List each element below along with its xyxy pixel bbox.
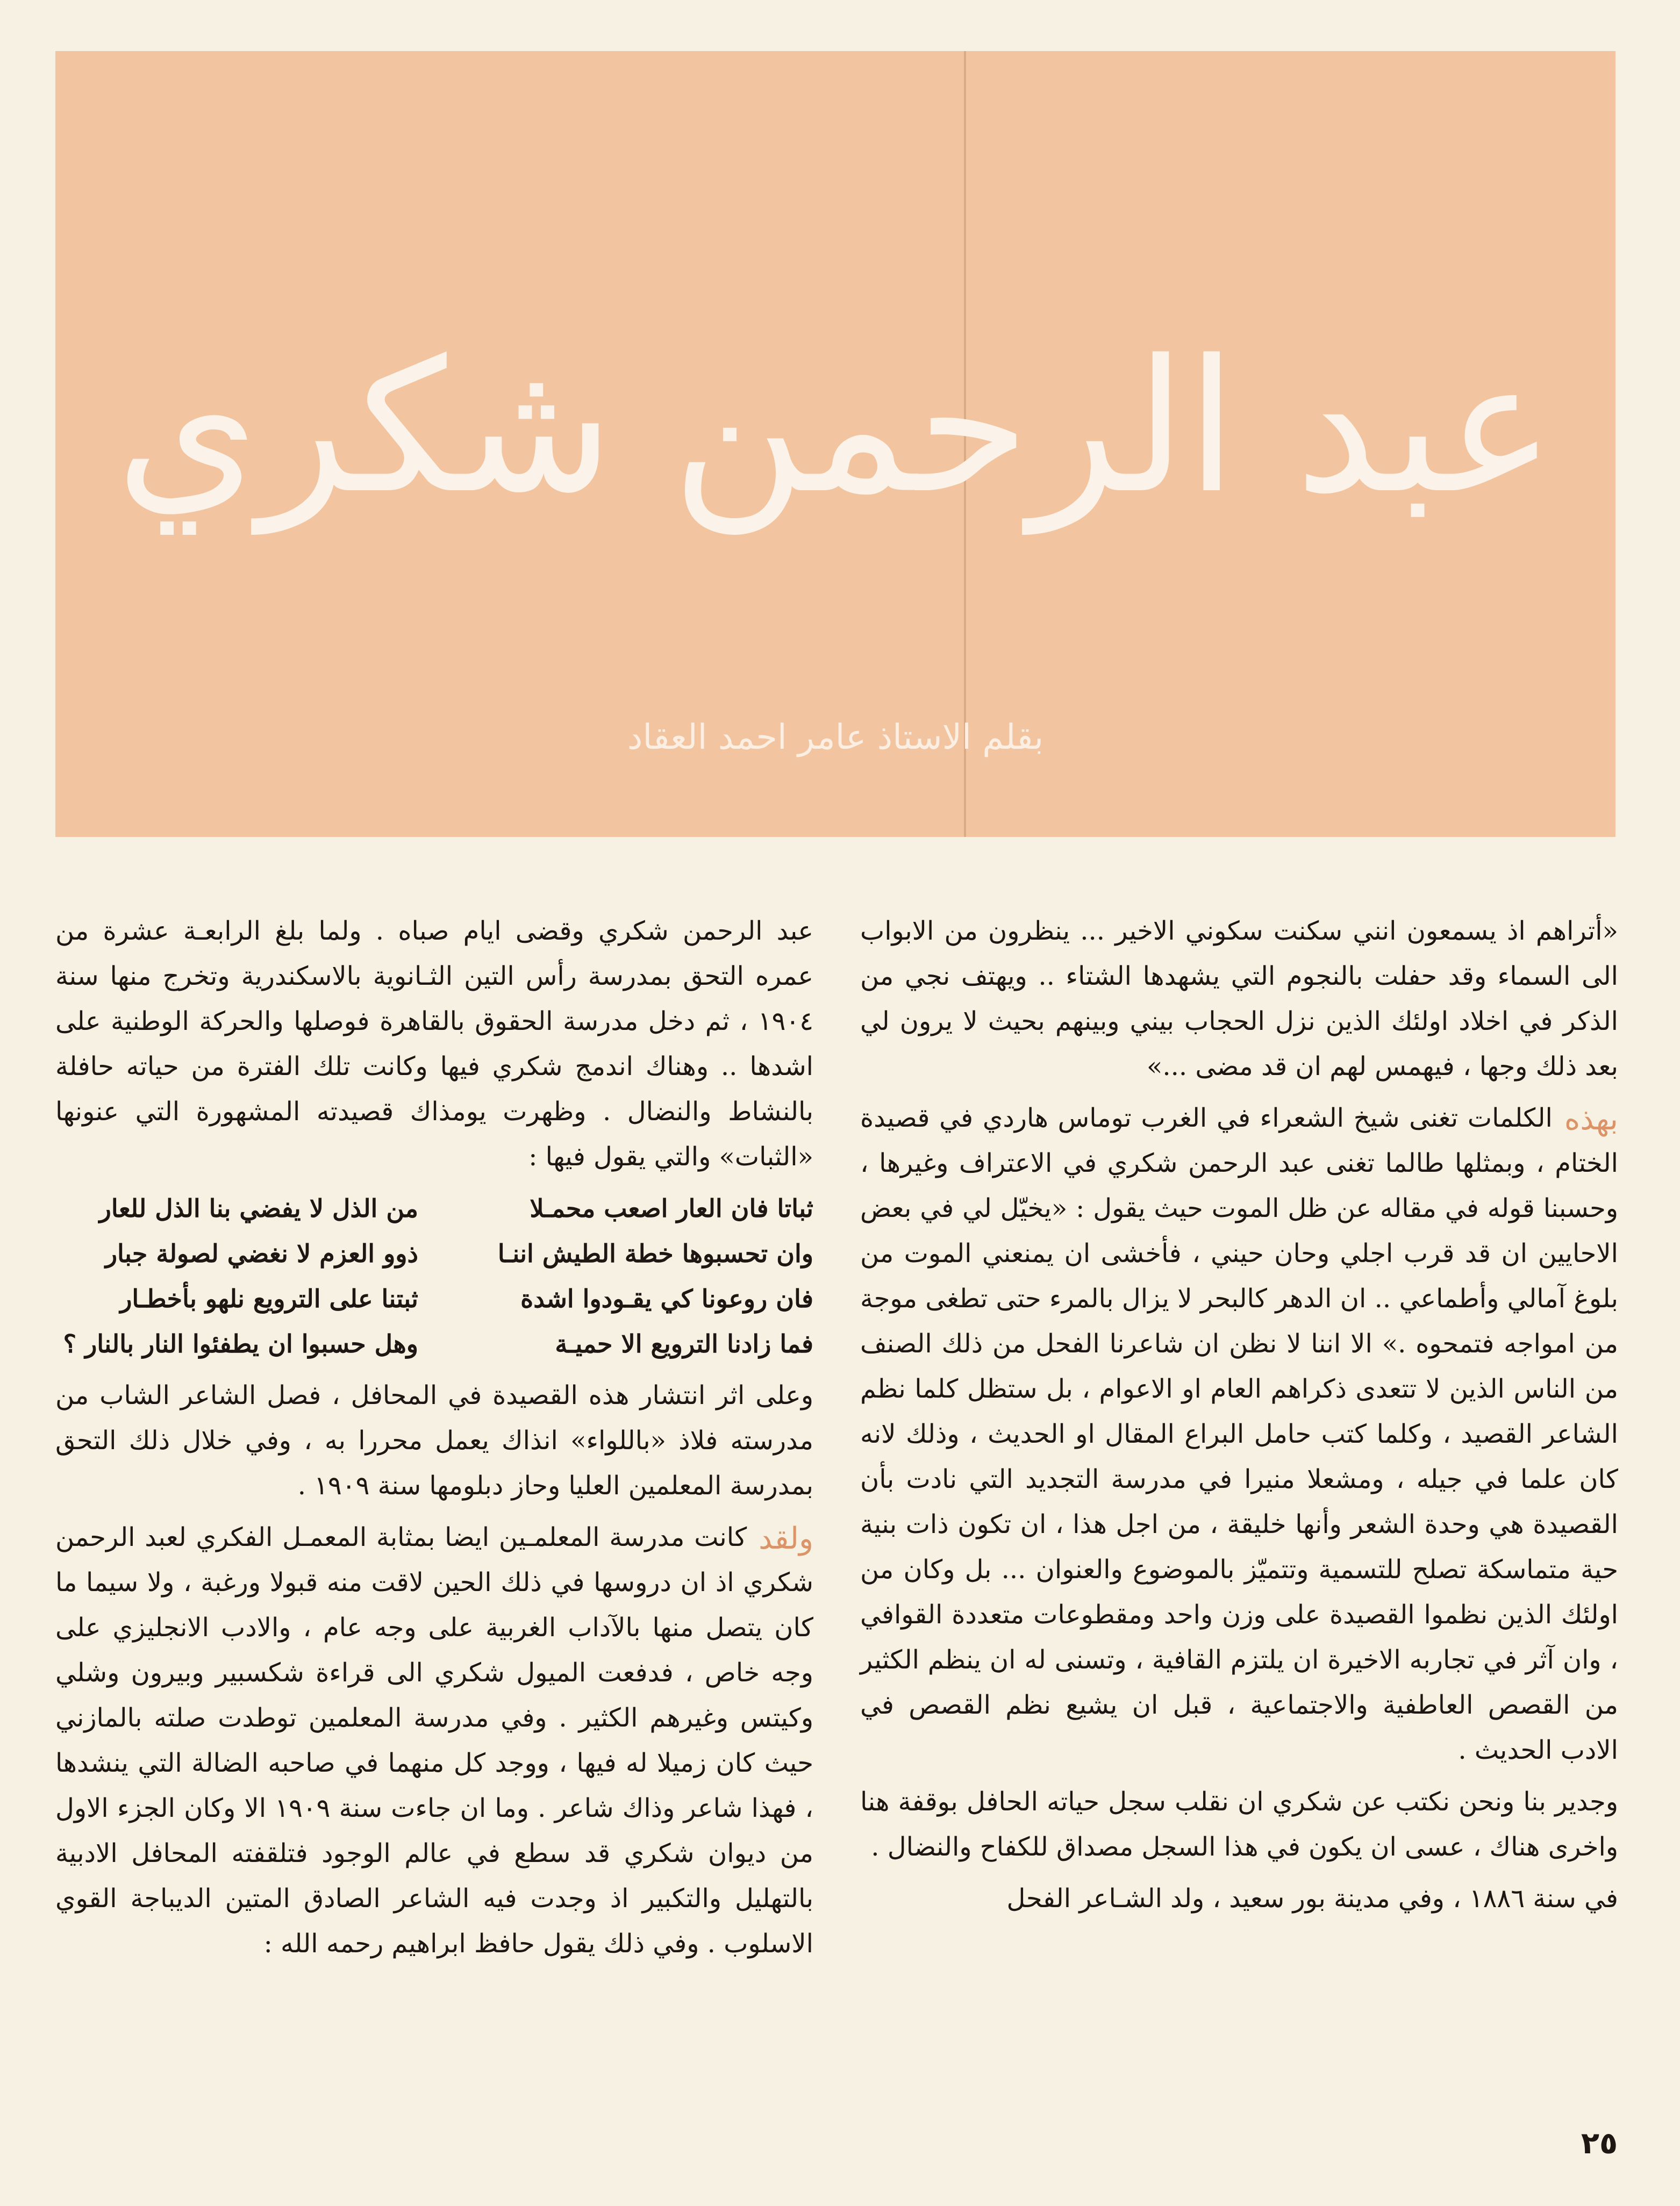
body-paragraph [55,1515,813,1966]
poem-verses [55,1186,813,1366]
author-byline: بقلم الاستاذ عامر احمد العقاد [627,718,1044,757]
poem-hemistich: من الذل لا يفضي بنا الذل للعار [99,1194,418,1223]
poem-hemistich: وهل حسبوا ان يطفئوا النار بالنار ؟ [63,1329,418,1358]
body-paragraph: وجدير بنا ونحن نكتب عن شكري ان نقلب سجل حياته الحافل بوقفة هنا واخرى هناك ، عسى ان يكون في هذا السجل مصداق للكفاح والنضال . [860,1787,1618,1862]
right-column [860,908,1618,2123]
paragraph-opener-word: بهذه [1564,1102,1618,1137]
poem-hemistich: وان تحسبوها خطة الطيش اننـا [497,1239,813,1268]
left-column [55,908,813,2123]
article-title: عبد الرحمن شكري [116,321,1555,534]
paragraph-text: كانت مدرسة المعلمـين ايضا بمثابة المعمـل الفكري لعبد الرحمن شكري اذ ان دروسها في ذلك الحين لاقت منه قبولا ورغبة ، ولا سيما ما كان يتصل منها بالآداب الغربية على وجه عام ، والادب الانجليزي على وجه خاص ، فدفعت الميول شكري الى قراءة شكسبير وبيرون وشلي وكيتس وغيرهم الكثير . وفي مدرسة المعلمين توطدت صلته بالمازني حيث كان زميلا له فيها ، ووجد كل منهما في صاحبه الضالة التي ينشدها ، فهذا شاعر وذاك شاعر . وما ان جاءت سنة ١٩٠٩ الا وكان الجزء الاول من ديوان شكري قد سطع في عالم الوجود فتلقفته المحافل الادبية بالتهليل والتكبير اذ وجدت فيه الشاعر الصادق المتين الديباجة القوي الاسلوب . وفي ذلك يقول حافظ ابراهيم رحمه الله : [55,1522,814,1959]
page-number: ٢٥ [1581,2126,1618,2161]
poem-hemistich: ذوو العزم لا نغضي لصولة جبار [105,1239,418,1268]
body-paragraph: عبد الرحمن شكري وقضى ايام صباه . ولما بلغ الرابعـة عشرة من عمره التحق بمدرسة رأس التين الثـانوية بالاسكندرية وتخرج منها سنة ١٩٠٤ ، ثم دخل مدرسة الحقوق بالقاهرة فوصلها والحركة الوطنية على اشدها .. وهناك اندمج شكري فيها وكانت تلك الفترة من حياته حافلة بالنشاط والنضال . وظهرت يومذاك قصيدته المشهورة التي عنونها «الثبات» والتي يقول فيها : [55,916,813,1172]
poem-hemistich: فما زادنا الترويع الا حميـة [555,1329,813,1358]
poem-hemistich: فان روعونا كي يقـودوا اشدة [520,1284,813,1313]
paragraph-text: الكلمات تغنى شيخ الشعراء في الغرب توماس هاردي في قصيدة الختام ، وبمثلها طالما تغنى عبد الرحمن شكري في الاعتراف وغيرها ، وحسبنا قوله في مقاله عن ظل الموت حيث يقول : «يخيّل لي في بعض الاحايين ان قد قرب اجلي وحان حيني ، فأخشى ان يمنعني الموت من بلوغ آمالي وأطماعي .. ان الدهر كالبحر لا يزال بالمرء حتى تطغى موجة من امواجه فتمحوه .» الا اننا لا نظن ان شاعرنا الفحل من ذلك الصنف من الناس الذين لا تتعدى ذكراهم العام او الاعوام ، بل ستظل كلما نظم الشاعر القصيد ، وكلما كتب حامل البراع المقال او الحديث ، وذلك لانه كان علما في جيله ، ومشعلا منيرا في مدرسة التجديد التي نادت بأن القصيدة هي وحدة الشعر وأنها خليقة ، من اجل هذا ، ان تكون ذات بنية حية متماسكة تصلح للتسمية وتتميّز بالموضوع والعنوان ... بل وكان من اولئك الذين نظموا القصيدة على وزن واحد ومقطوعات متعددة القوافي ، وان آثر في تجاربه الاخيرة ان يلتزم القافية ، وتسنى له ان ينظم الكثير من القصص العاطفية والاجتماعية ، قبل ان يشيع نظم القصص في الادب الحديث . [860,1103,1618,1765]
body-paragraph [860,1095,1618,1773]
poem-hemistich: ثبتنا على الترويع نلهو بأخطـار [120,1284,418,1313]
title-banner [55,51,1615,837]
paragraph-opener-word: ولقد [759,1521,813,1556]
poem-hemistich: ثباتا فان العار اصعب محمـلا [530,1194,813,1223]
body-paragraph: وعلى اثر انتشار هذه القصيدة في المحافل ، فصل الشاعر الشاب من مدرسته فلاذ «باللواء» انذاك يعمل محررا به ، وفي خلال ذلك التحق بمدرسة المعلمين العليا وحاز دبلومها سنة ١٩٠٩ . [55,1380,813,1501]
body-paragraph: في سنة ١٨٨٦ ، وفي مدينة بور سعيد ، ولد الشـاعر الفحل [1006,1883,1618,1914]
opening-quote-paragraph: «أتراهم اذ يسمعون انني سكنت سكوني الاخير ... ينظرون من الابواب الى السماء وقد حفلت بالنجوم التي يشهدها الشتاء .. ويهتف نجي من الذكر في اخلاد اولئك الذين نزل الحجاب بيني وبينهم بحيث لا يرون لي بعد ذلك وجها ، فيهمس لهم ان قد مضى ...» [860,916,1618,1081]
